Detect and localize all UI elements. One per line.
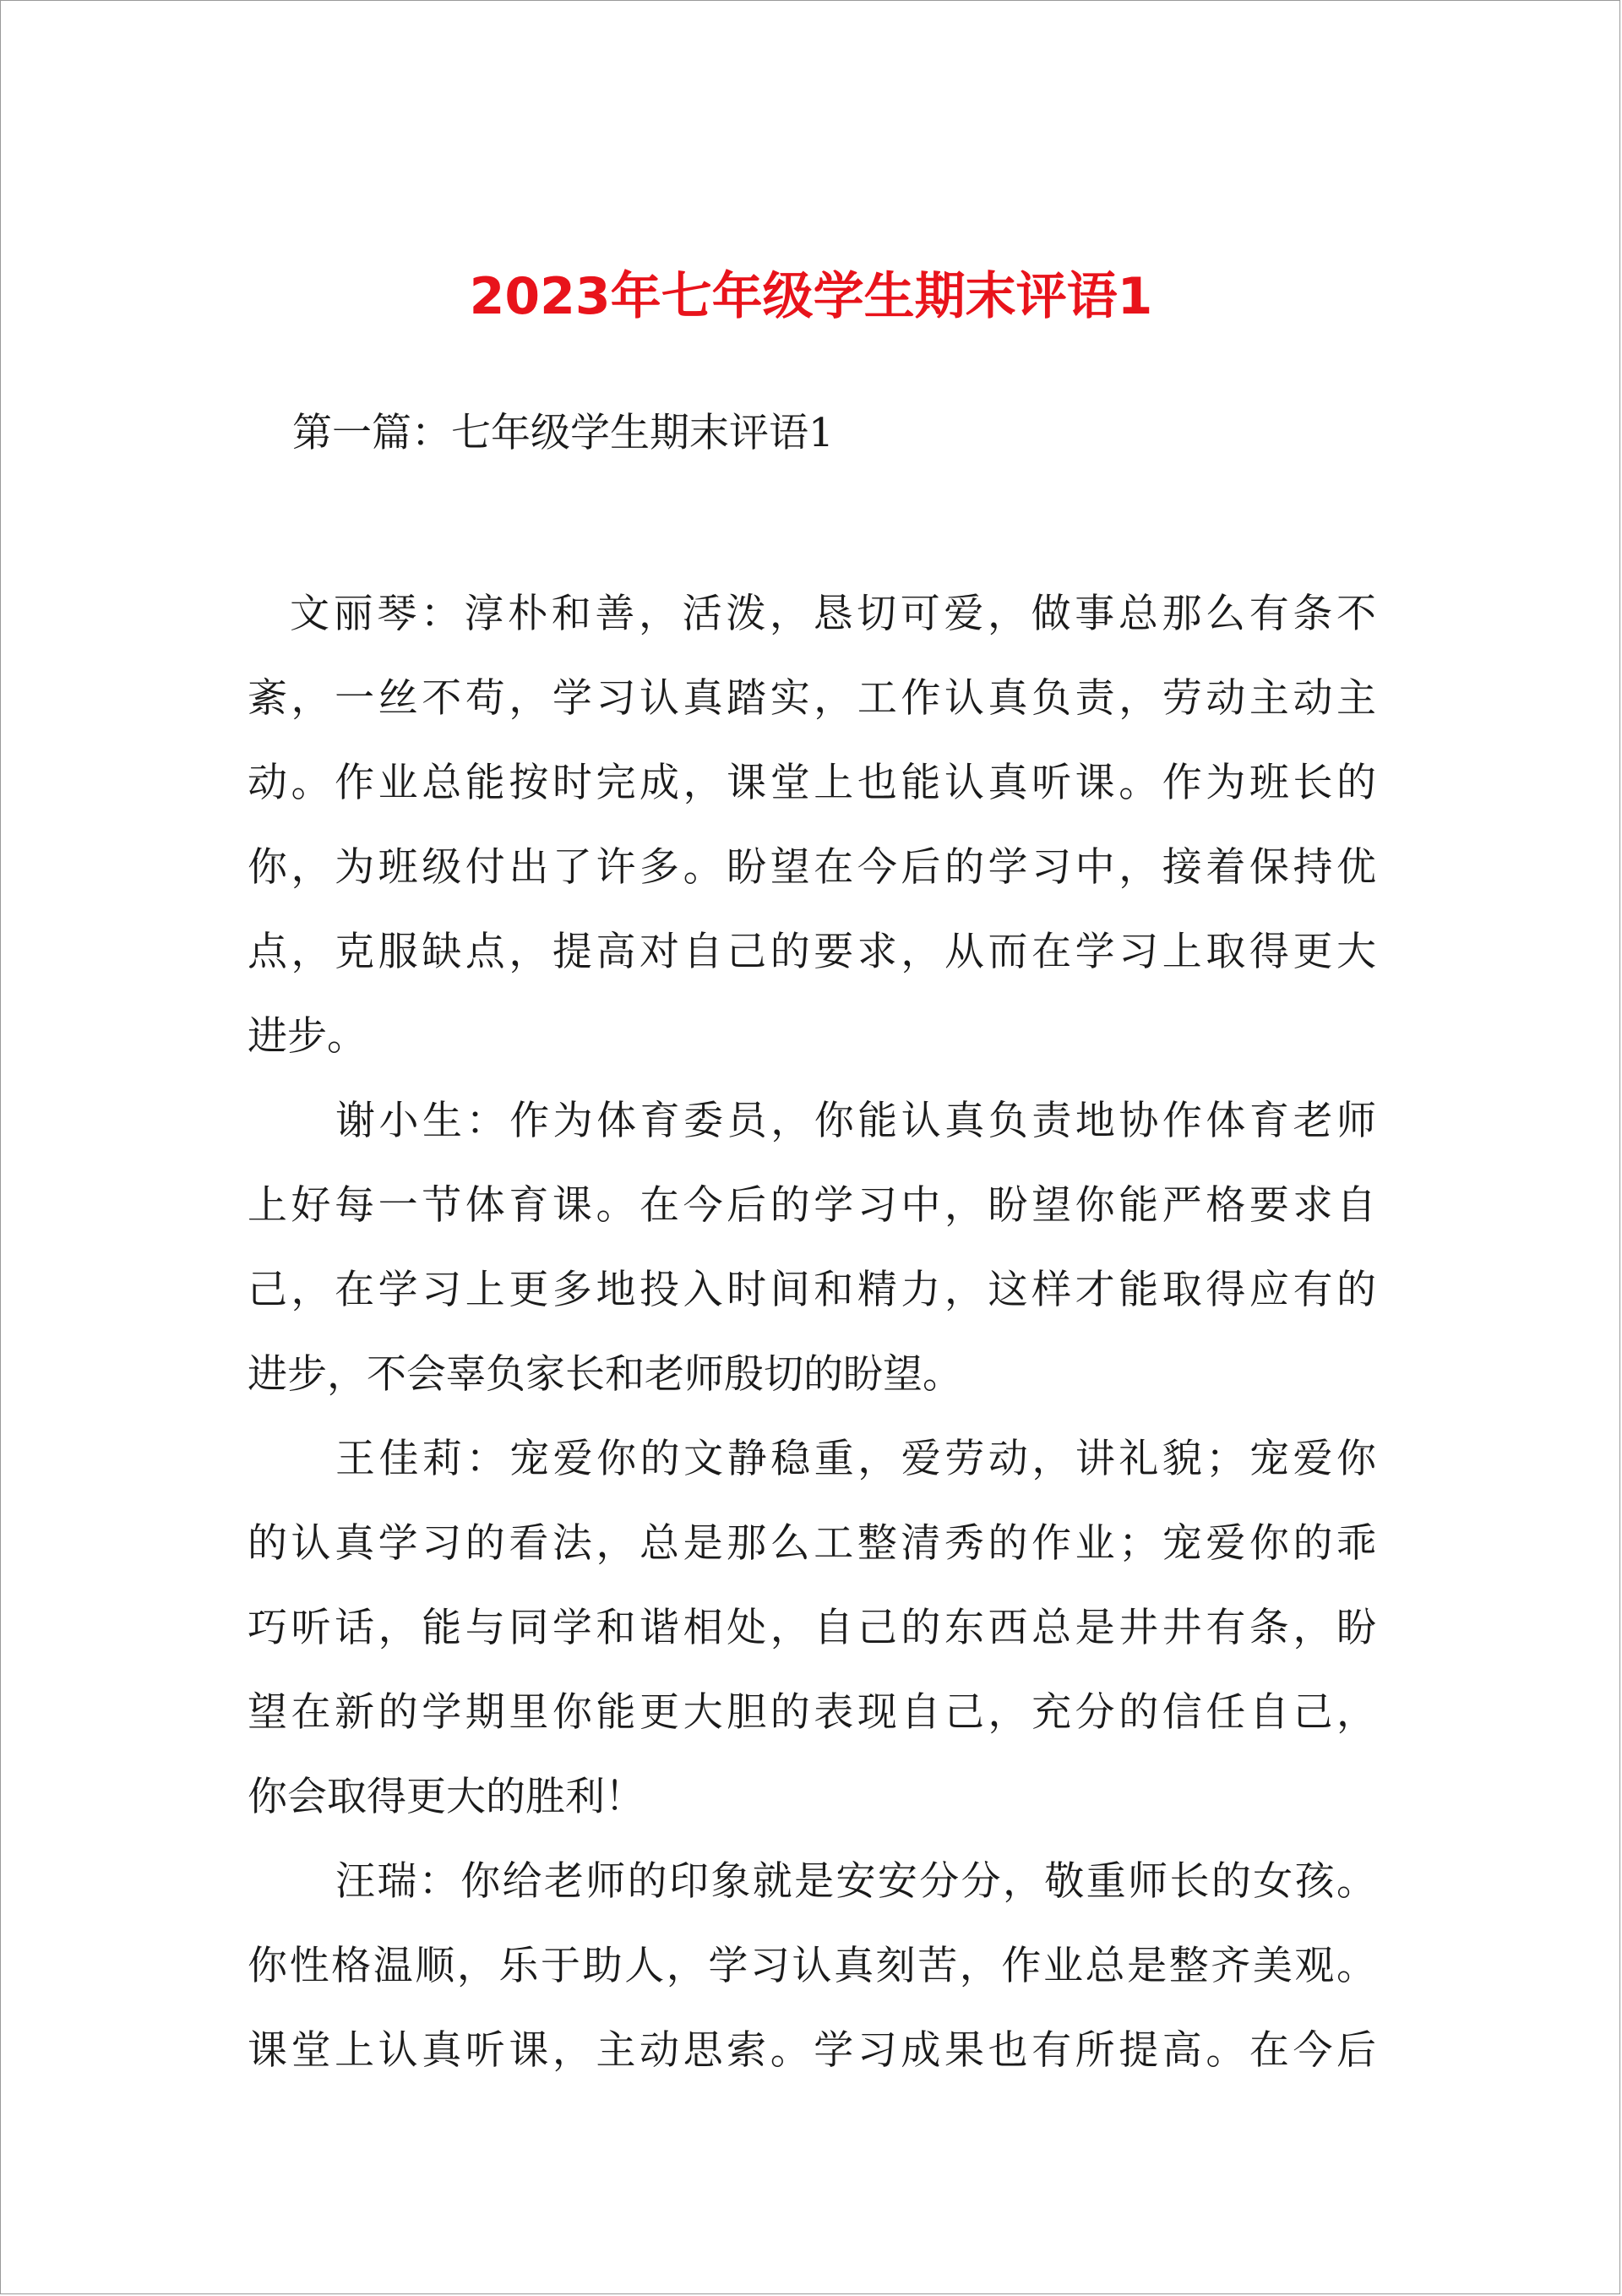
comment-paragraph xyxy=(248,572,1376,1079)
text-line: 进步，不会辜负家长和老师殷切的盼望。 xyxy=(248,1351,962,1398)
text-line: 上好每一节体育课。在今后的学习中，盼望你能严格要求自 xyxy=(248,1182,1376,1229)
text-line: 动。作业总能按时完成，课堂上也能认真听课。作为班长的 xyxy=(248,760,1376,806)
text-line: 点，克服缺点，提高对自己的要求，从而在学习上取得更大 xyxy=(248,929,1376,975)
text-line: 汪瑞：你给老师的印象就是安安分分，敬重师长的女孩。 xyxy=(335,1858,1376,1905)
text-line: 望在新的学期里你能更大胆的表现自己，充分的信任自己， xyxy=(248,1689,1376,1736)
text-line: 巧听话，能与同学和谐相处，自己的东西总是井井有条，盼 xyxy=(248,1605,1376,1651)
text-line: 课堂上认真听课，主动思索。学习成果也有所提高。在今后 xyxy=(248,2027,1376,2074)
comment-paragraph xyxy=(248,1840,1376,2093)
text-line: 己，在学习上更多地投入时间和精力，这样才能取得应有的 xyxy=(248,1267,1376,1313)
text-line: 你会取得更大的胜利！ xyxy=(248,1774,645,1820)
text-line: 紊，一丝不苟，学习认真踏实，工作认真负责，劳动主动主 xyxy=(248,675,1376,722)
text-line: 文丽琴：淳朴和善，活泼，恳切可爱，做事总那么有条不 xyxy=(290,591,1376,637)
text-line: 你，为班级付出了许多。盼望在今后的学习中，接着保持优 xyxy=(248,844,1376,891)
text-line: 进步。 xyxy=(248,1013,367,1060)
section-heading: 第一篇：七年级学生期末评语1 xyxy=(292,410,834,456)
document-body xyxy=(248,572,1376,2093)
comment-paragraph xyxy=(248,1417,1376,1840)
text-line: 谢小生：作为体育委员，你能认真负责地协作体育老师 xyxy=(335,1098,1376,1144)
text-line: 的认真学习的看法，总是那么工整清秀的作业；宠爱你的乖 xyxy=(248,1520,1376,1567)
text-line: 王佳莉：宠爱你的文静稳重，爱劳动，讲礼貌；宠爱你 xyxy=(335,1436,1376,1482)
document-title: 2023年七年级学生期末评语1 xyxy=(469,267,1153,326)
comment-paragraph xyxy=(248,1079,1376,1417)
text-line: 你性格温顺，乐于助人，学习认真刻苦，作业总是整齐美观。 xyxy=(248,1943,1376,1989)
